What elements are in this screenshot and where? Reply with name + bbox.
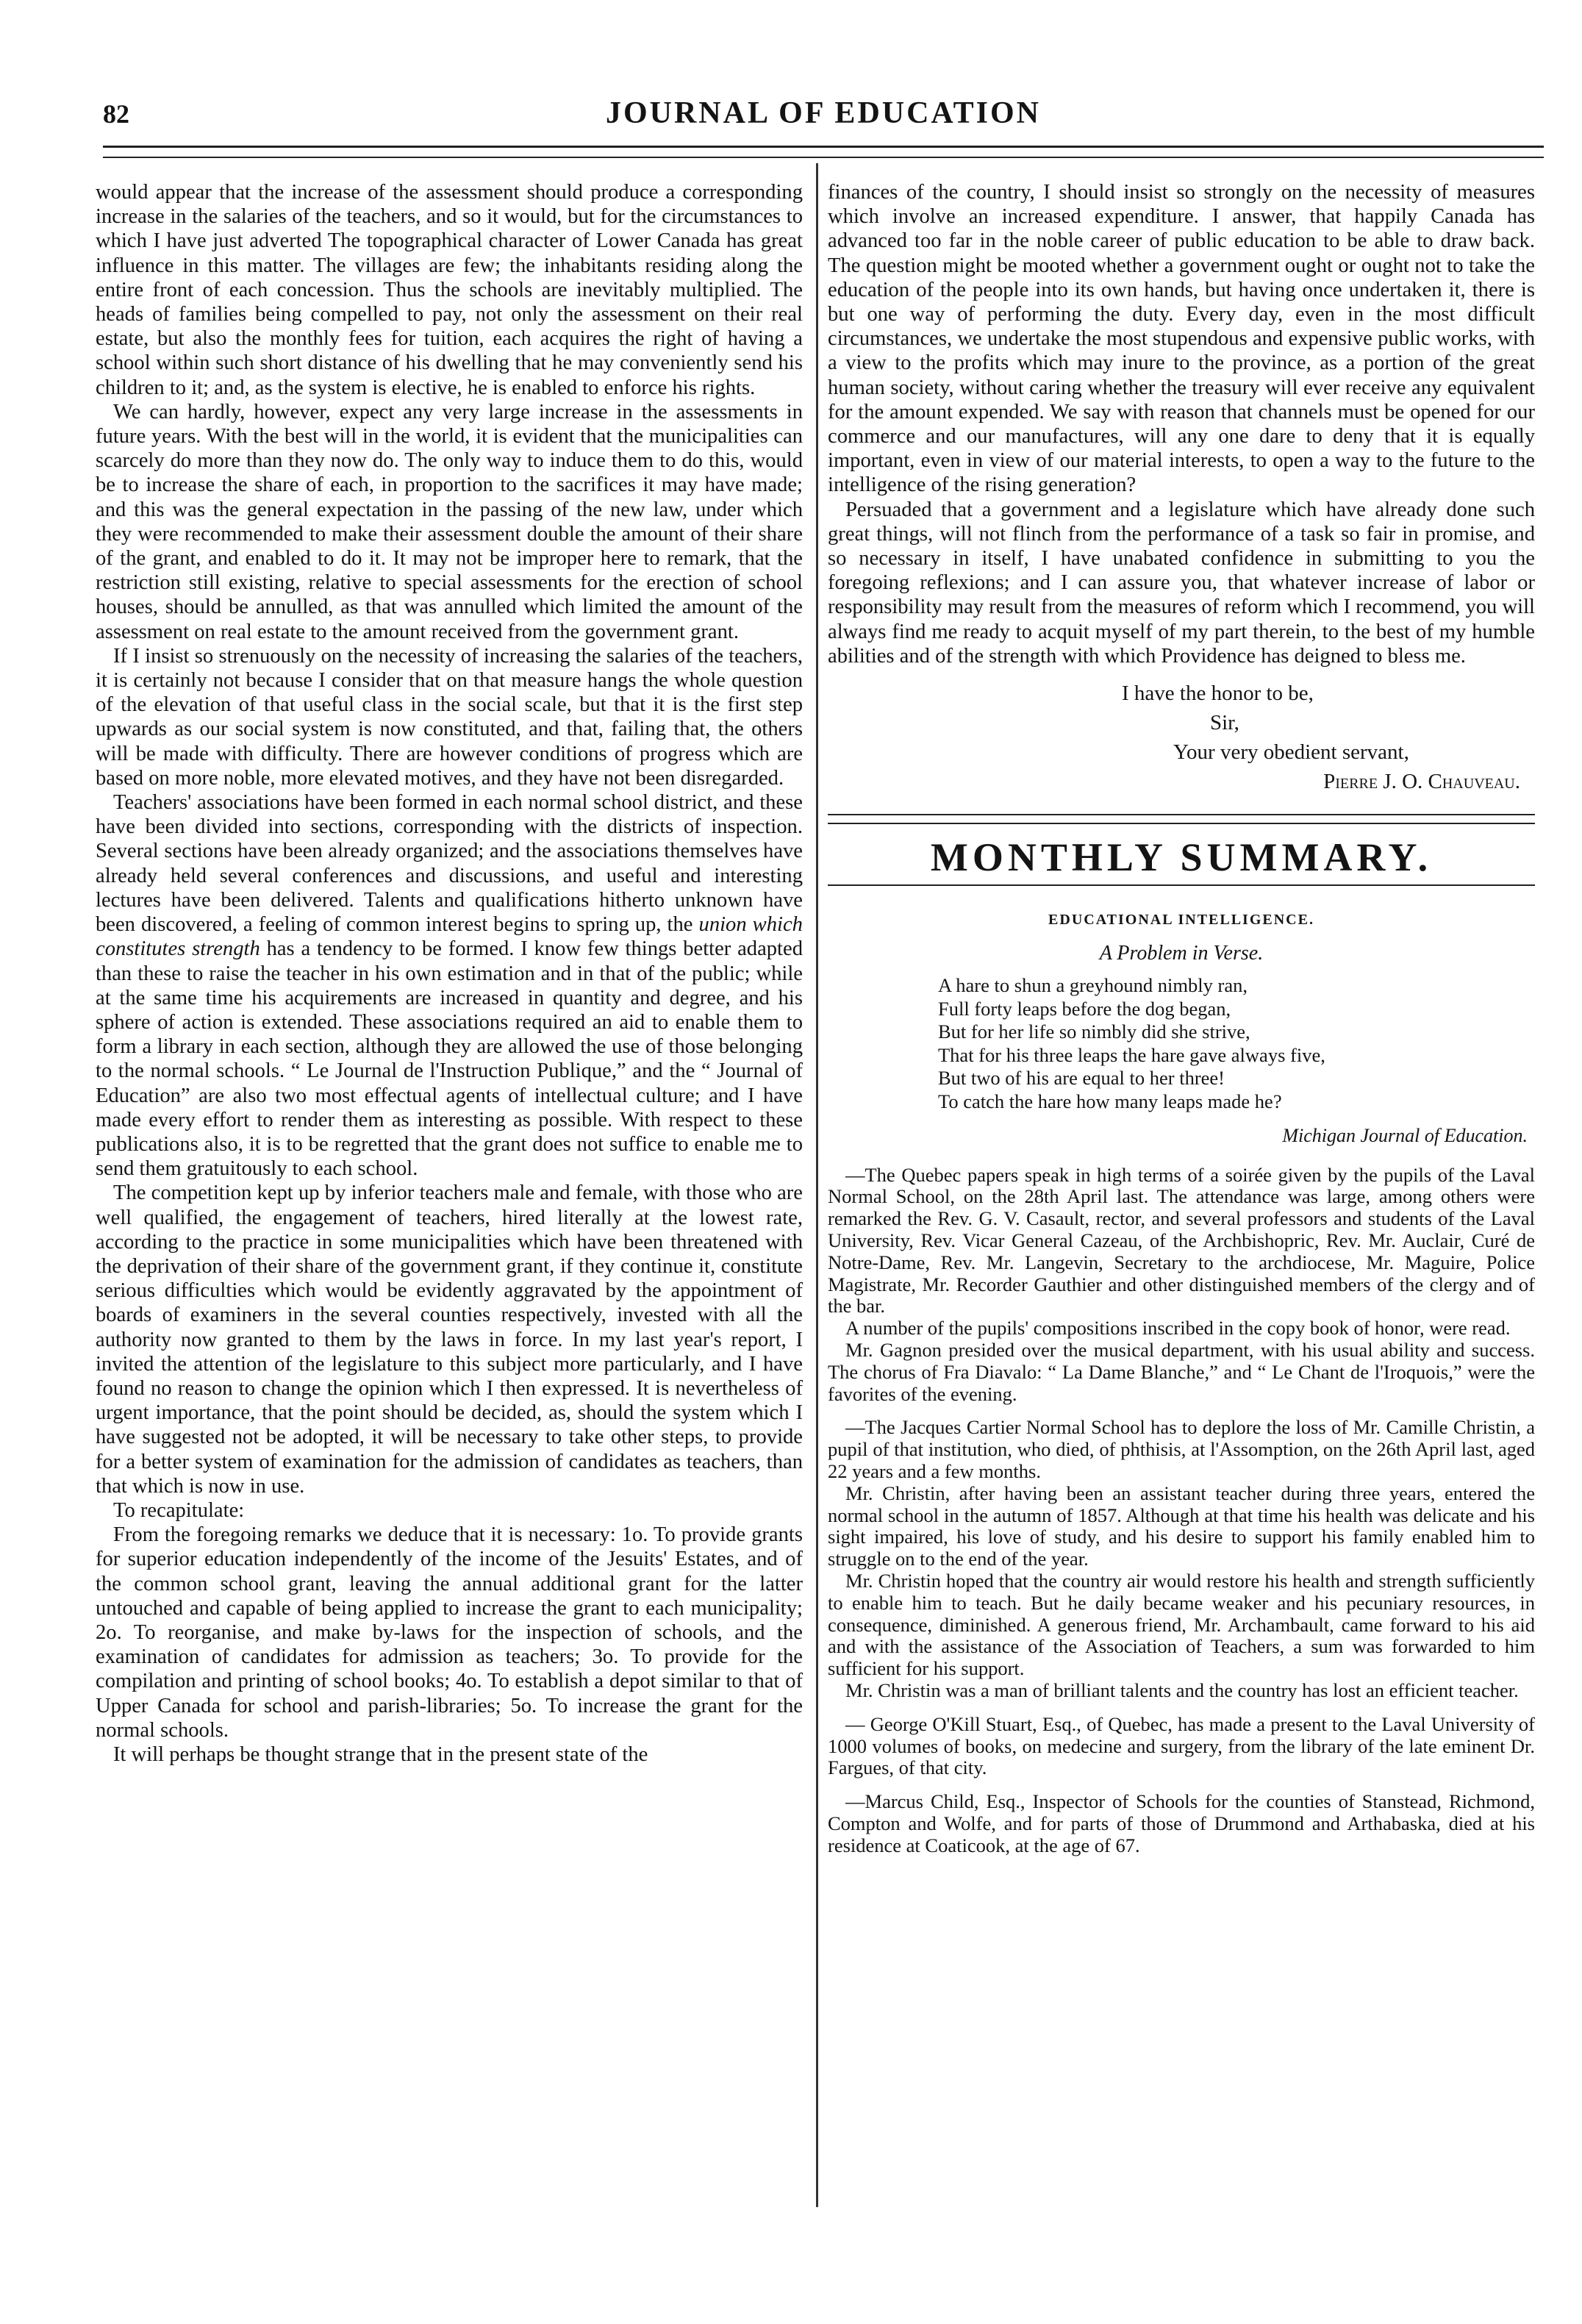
paragraph: finances of the country, I should insist so strongly on the necessity of measures which involve an increased expenditure. I answer, that happily Canada has advanced too far in the noble career of public education to be able to draw back. The question might be mooted whether a government ought or ought not to take the education of the people into its own hands, but having once undertaken it, there is but one way of performing the duty. Every day, even in the most difficult circumstances, we undertake the most stupendous and expensive public works, with a view to the profits which may inure to the province, as a portion of the great human society, without caring whether the treasury will ever receive any equivalent for the amount expended. We say with reason that channels must be opened for our commerce and our manufactures, will any one dare to deny that it is equally important, even in view of our material interests, to open a way to the future to the intelligence of the rising generation? xyxy=(828,181,1535,497)
subheading: EDUCATIONAL INTELLIGENCE. xyxy=(1048,912,1314,929)
right-column xyxy=(828,180,1535,1857)
closing-line: I have the honor to be, xyxy=(1122,682,1314,706)
news-paragraph: — George O'Kill Stuart, Esq., of Quebec, has made a present to the Laval University of 1000 volumes of books, on medecine and surgery, from the library of the late eminent Dr. Fargues, of that city. xyxy=(828,1712,1535,1779)
news-items xyxy=(828,1165,1535,1857)
column-divider xyxy=(816,163,818,2207)
paragraph: To recapitulate: xyxy=(113,1498,245,1522)
paragraph: would appear that the increase of the assessment should produce a corresponding increase in the salaries of the teachers, and so it would, but for the circumstances to which I have just adverted The topographical character of Lower Canada has great influence in this matter. The villages are few; the inhabitants residing along the entire front of each concession. Thus the schools are inevitably multiplied. The heads of families being compelled to pay, not only the assessment on their real estate, but also the monthly fees for tuition, each acquires the right of having a school within such short distance of his dwelling that he may conveniently send his children to it; and, as the system is elective, he is enabled to enforce his rights. xyxy=(96,181,803,399)
news-paragraph: Mr. Gagnon presided over the musical department, with his usual ability and success. The chorus of Fra Diavalo: “ La Dame Blanche,” and “ Le Chant de l'Iroquois,” were the favorites of the evening. xyxy=(828,1339,1535,1405)
poem-line: Full forty leaps before the dog began, xyxy=(938,997,1231,1020)
text-run: Teachers' associations have been formed in each normal school district, and these have been divided into sections, corresponding with the districts of inspection. Several sections have been already organized; and the associations themselves have already held several conferences and discussions, and useful and interesting lectures have been delivered. Talents and qualifications hitherto unknown have been discovered, a feeling of common interest begins to spring up, the xyxy=(96,791,803,937)
news-paragraph: —The Jacques Cartier Normal School has to deplore the loss of Mr. Camille Christin, a pupil of that institution, who died, of phthisis, at l'Assomption, on the 26th April last, aged 22 years and a few months. xyxy=(828,1416,1535,1483)
paragraph: The competition kept up by inferior teachers male and female, with those who are well qualified, the engagement of teachers, hired literally at the lowest rate, according to the practice in some municipalities which have been threatened with the deprivation of their share of the government grant, if they continue it, constitute serious difficulties which would be evidently aggravated by the appointment of boards of examiners in the several counties respectively, invested with all the authority now granted to them by the laws in force. In my last year's report, I invited the attention of the legislature to this subject more particularly, and I have found no reason to change the opinion which I then expressed. It is nevertheless of urgent importance, that the point should be decided, as, should the system which I have suggested not be adopted, it will be necessary to take other steps, to provide for a better system of examination for the admission of candidates as teachers, than that which is now in use. xyxy=(96,1181,803,1498)
section-title: MONTHLY SUMMARY. xyxy=(930,835,1433,880)
paragraph: If I insist so strenuously on the necessity of increasing the salaries of the teachers, it is certainly not because I consider that on that measure hangs the whole question of the elevation of that useful class in the social scale, but that it is the first step upwards as our social system is now constituted, and that, failing that, the others will be made with difficulty. There are however conditions of progress which are based on more noble, more elevated motives, and they have not been disregarded. xyxy=(96,644,803,790)
poem-line: To catch the hare how many leaps made he? xyxy=(938,1090,1282,1112)
paragraph: Persuaded that a government and a legislature which have already done such great things, will not flinch from the performance of a task so fair in promise, and so necessary in itself, I have unabated confidence in submitting to you the foregoing reflexions; and I can assure you, that whatever increase of labor or responsibility may result from the measures of reform which I recommend, you will always find me ready to acquit myself of my part therein, to the best of my humble abilities and of the strength with which Providence has deigned to bless me. xyxy=(828,498,1535,668)
news-paragraph: A number of the pupils' compositions inscribed in the copy book of honor, were read. xyxy=(845,1317,1511,1340)
paragraph: It will perhaps be thought strange that in the present state of the xyxy=(113,1743,648,1766)
header-rule xyxy=(103,146,1544,158)
news-paragraph: Mr. Christin, after having been an assistant teacher during three years, entered the normal school in the autumn of 1857. Although at that time his health was delicate and his sight impaired, his love of study, and his desire to support his family enabled him to struggle on to the end of the year. xyxy=(828,1481,1535,1570)
news-paragraph: —The Quebec papers speak in high terms of a soirée given by the pupils of the Laval Normal School, on the 28th April last. The attendance was large, among others were remarked the Rev. G. V. Casault, rector, and several professors and students of the Laval University, Rev. Vicar General Cazeau, of the Archbishopric, Rev. Mr. Auclair, Curé de Notre-Dame, Rev. Mr. Langevin, Secretary to the archdiocese, Mr. Maguire, Police Magistrate, Mr. Recorder Gauthier and other distinguished members of the clergy and of the bar. xyxy=(828,1163,1535,1317)
running-head: JOURNAL OF EDUCATION xyxy=(605,96,1042,130)
paragraph: We can hardly, however, expect any very large increase in the assessments in future years. With the best will in the world, it is evident that the municipalities can scarcely do more than they now do. The only way to induce them to do this, would be to increase the share of each, in proportion to the sacrifices it may have made; and this was the general expectation in the passing of the new law, under which they were recommended to make their assessment double the amount of their share of the grant, and enabled to do it. It may not be improper here to remark, that the restriction still existing, relative to special assessments for the erection of school houses, should be annulled, as that was annulled which limited the amount of the assessment on real estate to the amount received from the government grant. xyxy=(96,400,803,643)
poem-title: A Problem in Verse. xyxy=(1099,942,1264,965)
page-number: 82 xyxy=(103,99,129,129)
poem-line: But for her life so nimbly did she strive, xyxy=(938,1020,1250,1043)
paragraph xyxy=(96,790,803,1181)
closing-line: Your very obedient servant, xyxy=(1173,740,1409,765)
poem-line: That for his three leaps the hare gave always five, xyxy=(938,1043,1325,1066)
poem-line: A hare to shun a greyhound nimbly ran, xyxy=(938,974,1248,997)
news-paragraph: Mr. Christin hoped that the country air would restore his health and strength sufficiently to enable him to teach. But he daily became weaker and his pecuniary resources, in consequence, diminished. A generous friend, Mr. Archambault, came forward to his aid and with the assistance of the Association of Teachers, a sum was forwarded to him sufficient for his support. xyxy=(828,1570,1535,1680)
paragraph: From the foregoing remarks we deduce that it is necessary: 1o. To provide grants for superior education independently of the income of the Jesuits' Estates, and of the common school grant, leaving the annual additional grant for the latter untouched and capable of being applied to increase the grant to each municipality; 2o. To reorganise, and make by-laws for the inspection of schools, and the examination of candidates for admission as teachers; 3o. To provide for the compilation and printing of school books; 4o. To establish a depot similar to that of Upper Canada for school and parish-libraries; 5o. To increase the grant for the normal schools. xyxy=(96,1523,803,1742)
italic-phrase: union which constitutes strength xyxy=(96,913,803,961)
page-header xyxy=(103,88,1544,140)
closing-salutation: Sir, xyxy=(1210,711,1239,735)
poem xyxy=(828,974,1535,1113)
news-paragraph: Mr. Christin was a man of brilliant talents and the country has lost an efficient teacher. xyxy=(845,1679,1519,1701)
signature: Pierre J. O. Chauveau. xyxy=(1323,770,1520,794)
poem-source: Michigan Journal of Education. xyxy=(1282,1125,1528,1147)
letter-closing xyxy=(828,679,1535,796)
text-run: has a tendency to be formed. I know few things better adapted than these to raise the teacher in his own estimation and in that of the public; while at the same time his acquirements are increased in quantity and degree, and his sphere of action is extended. These associations required an aid to enable them to form a library in each section, although they are allowed the use of those belonging to the normal schools. “ Le Journal de l'Instruction Publique,” and the “ Journal of Education” are also two most effectual agents of intellectual culture; and I have made every effort to render them as interesting as possible. With respect to these publications also, it is to be regretted that the grant does not suffice to enable me to send them gratuitously to each school. xyxy=(96,937,803,1181)
poem-line: But two of his are equal to her three! xyxy=(938,1067,1225,1090)
news-paragraph: —Marcus Child, Esq., Inspector of Schools for the counties of Stanstead, Richmond, Compton and Wolfe, and for parts of those of Drummond and Arthabaska, died at his residence at Coaticook, at the age of 67. xyxy=(828,1790,1535,1856)
section-rule xyxy=(828,814,1535,824)
section-rule xyxy=(828,884,1535,886)
left-column xyxy=(96,180,803,1767)
